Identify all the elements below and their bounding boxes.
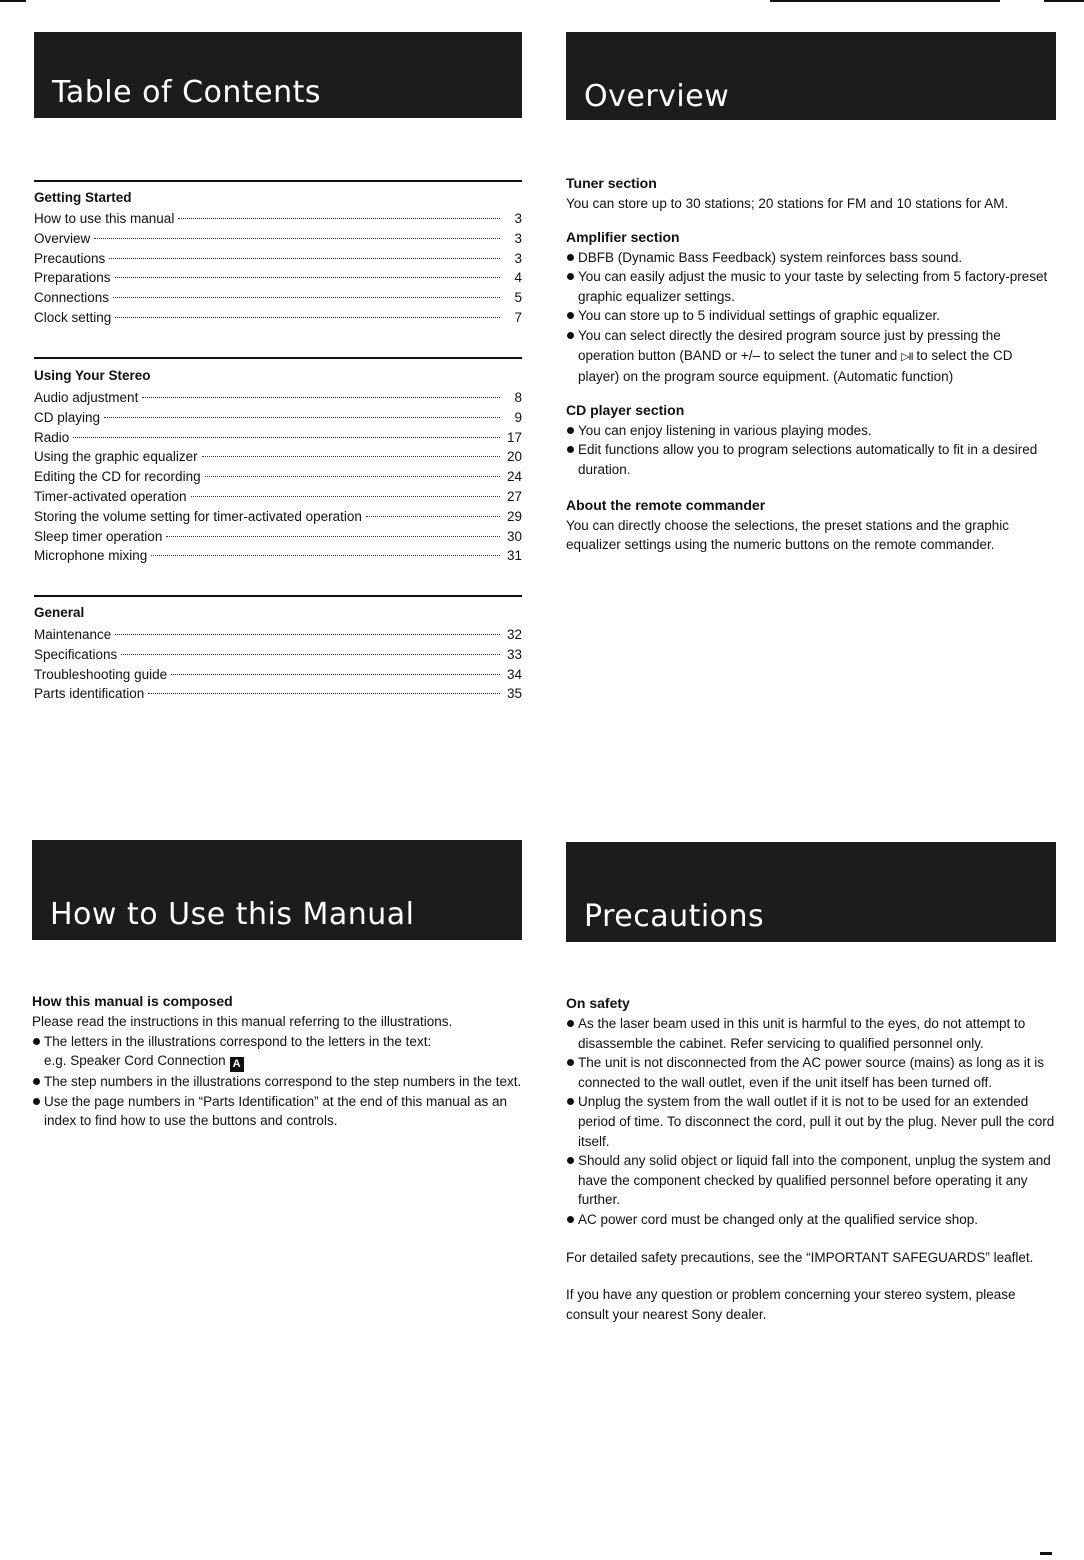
toc-entry-label: Sleep timer operation — [34, 528, 163, 544]
toc-entry[interactable] — [34, 645, 522, 665]
how-to-use-column — [32, 990, 524, 1131]
toc-entry[interactable] — [34, 249, 522, 269]
precautions-banner — [566, 842, 1056, 942]
toc-page-number: 31 — [506, 548, 522, 564]
toc-page-number: 29 — [506, 508, 522, 524]
tuner-heading: Tuner section — [566, 175, 657, 191]
toc-rule — [34, 595, 522, 597]
toc-entry-label: How to use this manual — [34, 211, 175, 226]
scan-mark — [0, 0, 26, 2]
toc-rule — [34, 357, 522, 359]
letter-a-box: A — [230, 1057, 244, 1072]
toc-entry[interactable] — [34, 684, 522, 704]
amplifier-heading: Amplifier section — [566, 228, 680, 245]
toc-page-number: 3 — [514, 230, 522, 246]
toc-page-number: 34 — [506, 666, 522, 682]
toc-leader — [113, 297, 500, 298]
toc-page-number: 20 — [506, 449, 522, 465]
scan-mark — [1044, 0, 1084, 2]
example-text: e.g. Speaker Cord Connection — [44, 1053, 226, 1069]
toc-leader — [148, 693, 500, 694]
toc-leader — [104, 417, 500, 418]
toc-entry-label: Microphone mixing — [34, 548, 148, 564]
overview-column — [566, 172, 1056, 555]
toc-entry[interactable] — [34, 229, 522, 249]
list-item: AC power cord must be changed only at the qualified service shop. — [566, 1210, 1056, 1230]
toc-entry[interactable] — [34, 665, 522, 685]
tuner-text: You can store up to 30 stations; 20 stations for FM and 10 stations for AM. — [566, 196, 1009, 211]
toc-entry[interactable] — [34, 428, 522, 448]
toc-entry[interactable] — [34, 467, 522, 487]
precautions-column — [566, 992, 1056, 1324]
list-item: The unit is not disconnected from the AC power source (mains) as long as it is connected to the wall outlet, even if the unit itself has been turned off. — [566, 1053, 1056, 1092]
toc-entry[interactable] — [34, 507, 522, 527]
on-safety-heading: On safety — [566, 995, 630, 1011]
list-item: Use the page numbers in “Parts Identification” at the end of this manual as an index to find how to use the buttons and controls. — [32, 1092, 524, 1131]
toc-page-number: 3 — [514, 250, 522, 266]
toc-page-number: 32 — [506, 627, 522, 642]
toc-list-getting-started — [34, 209, 522, 328]
list-item: As the laser beam used in this unit is harmful to the eyes, do not attempt to disassemble the cabinet. Refer servicing to qualified personnel only. — [566, 1014, 1056, 1053]
toc-leader — [73, 437, 500, 438]
toc-section-title: General — [34, 605, 85, 620]
list-item: DBFB (Dynamic Bass Feedback) system reinforces bass sound. — [566, 248, 1056, 268]
bullet-text: to select the CD player) on the program source equipment. (Automatic function) — [578, 347, 1013, 385]
toc-page-number: 8 — [514, 390, 522, 405]
how-intro: Please read the instructions in this manual referring to the illustrations. — [32, 1014, 453, 1029]
toc-leader — [94, 238, 500, 239]
toc-entry-label: Precautions — [34, 250, 106, 266]
toc-page-number: 7 — [514, 309, 522, 325]
list-item — [566, 326, 1056, 387]
amplifier-bullets — [566, 248, 1056, 387]
toc-banner-title: Table of Contents — [52, 75, 322, 110]
list-item: Unplug the system from the wall outlet if it is not to be used for an extended period of time. To disconnect the cord, pull it out by the plug. Never pull the cord itself. — [566, 1092, 1056, 1151]
toc-page-number: 4 — [514, 270, 522, 286]
toc-entry[interactable] — [34, 546, 522, 566]
toc-page-number: 17 — [506, 429, 522, 445]
toc-entry[interactable] — [34, 447, 522, 467]
toc-entry[interactable] — [34, 388, 522, 408]
toc-leader — [191, 496, 500, 497]
safety-bullets — [566, 1014, 1056, 1230]
scan-mark — [770, 0, 1000, 2]
list-item: Edit functions allow you to program selections automatically to fit in a desired duration. — [566, 440, 1056, 479]
toc-entry[interactable] — [34, 209, 522, 229]
toc-entry[interactable] — [34, 625, 522, 645]
toc-entry[interactable] — [34, 288, 522, 308]
toc-leader — [151, 555, 500, 556]
toc-leader — [115, 277, 500, 278]
toc-section-title: Using Your Stereo — [34, 368, 151, 383]
list-item: Should any solid object or liquid fall into the component, unplug the system and have the component checked by qualified personnel before operating it any further. — [566, 1151, 1056, 1210]
how-to-use-banner-title: How to Use this Manual — [50, 897, 415, 932]
toc-leader — [115, 634, 500, 635]
overview-banner — [566, 32, 1056, 120]
toc-page-number: 27 — [506, 488, 522, 504]
precautions-banner-title: Precautions — [584, 899, 765, 934]
list-item: The step numbers in the illustrations correspond to the step numbers in the text. — [32, 1072, 524, 1092]
toc-leader — [166, 536, 500, 537]
toc-leader — [202, 456, 500, 457]
toc-leader — [366, 516, 500, 517]
toc-entry-label: Troubleshooting guide — [34, 666, 168, 682]
toc-entry-label: CD playing — [34, 409, 101, 425]
toc-entry-label: Clock setting — [34, 309, 112, 325]
toc-leader — [205, 476, 500, 477]
toc-entry-label: Overview — [34, 230, 91, 246]
bullet-text: The letters in the illustrations correspond to the letters in the text: — [44, 1033, 432, 1049]
dealer-paragraph: If you have any question or problem concerning your stereo system, please consult your nearest Sony dealer. — [566, 1287, 1016, 1322]
list-item: You can easily adjust the music to your taste by selecting from 5 factory-preset graphic equalizer settings. — [566, 267, 1056, 306]
toc-entry-label: Connections — [34, 290, 110, 306]
toc-page-number: 9 — [514, 409, 522, 425]
toc-page-number: 3 — [514, 211, 522, 226]
toc-entry-label: Specifications — [34, 646, 118, 662]
page-edge-mark — [1040, 1552, 1052, 1555]
how-to-use-banner — [32, 840, 522, 940]
toc-page-number: 35 — [506, 686, 522, 702]
toc-entry[interactable] — [34, 308, 522, 328]
toc-leader — [178, 218, 500, 219]
toc-entry[interactable] — [34, 527, 522, 547]
play-pause-icon: ▷II — [901, 350, 913, 363]
toc-list-using-your-stereo — [34, 388, 522, 566]
toc-entry-label: Maintenance — [34, 627, 112, 642]
toc-list-general — [34, 625, 522, 704]
how-bullets — [32, 1032, 524, 1131]
list-item: You can store up to 5 individual settings of graphic equalizer. — [566, 306, 1056, 326]
toc-entry-label: Editing the CD for recording — [34, 469, 201, 485]
remote-heading: About the remote commander — [566, 496, 766, 513]
toc-leader — [171, 674, 500, 675]
toc-entry[interactable] — [34, 268, 522, 288]
toc-leader — [109, 258, 500, 259]
list-item — [32, 1032, 524, 1073]
toc-page-number: 24 — [506, 469, 522, 485]
toc-section-title: Getting Started — [34, 190, 132, 205]
cd-bullets — [566, 421, 1056, 480]
toc-entry-label: Using the graphic equalizer — [34, 449, 198, 465]
toc-entry-label: Timer-activated operation — [34, 488, 187, 504]
bullet-text: You can select directly the desired program source just by pressing the operation button (BAND or +/– to select the tuner and — [578, 327, 1001, 363]
toc-page-number: 33 — [506, 646, 522, 662]
toc-leader — [121, 654, 500, 655]
toc-banner — [34, 32, 522, 118]
toc-entry-label: Preparations — [34, 270, 111, 286]
toc-entry-label: Parts identification — [34, 686, 145, 702]
toc-page-number: 30 — [506, 528, 522, 544]
toc-entry-label: Radio — [34, 429, 70, 445]
remote-text: You can directly choose the selections, the preset stations and the graphic equalizer settings using the numeric buttons on the remote commander. — [566, 517, 1010, 553]
toc-rule — [34, 180, 522, 182]
toc-entry[interactable] — [34, 487, 522, 507]
how-composed-heading: How this manual is composed — [32, 993, 233, 1009]
toc-entry-label: Storing the volume setting for timer-activated operation — [34, 508, 362, 524]
safeguards-paragraph: For detailed safety precautions, see the “IMPORTANT SAFEGUARDS” leaflet. — [566, 1249, 1034, 1265]
toc-entry[interactable] — [34, 408, 522, 428]
toc-leader — [115, 317, 500, 318]
toc-entry-label: Audio adjustment — [34, 390, 139, 405]
toc-leader — [142, 397, 500, 398]
overview-banner-title: Overview — [584, 79, 730, 114]
toc-page-number: 5 — [514, 290, 522, 306]
cd-heading: CD player section — [566, 401, 685, 418]
list-item: You can enjoy listening in various playing modes. — [566, 421, 1056, 441]
